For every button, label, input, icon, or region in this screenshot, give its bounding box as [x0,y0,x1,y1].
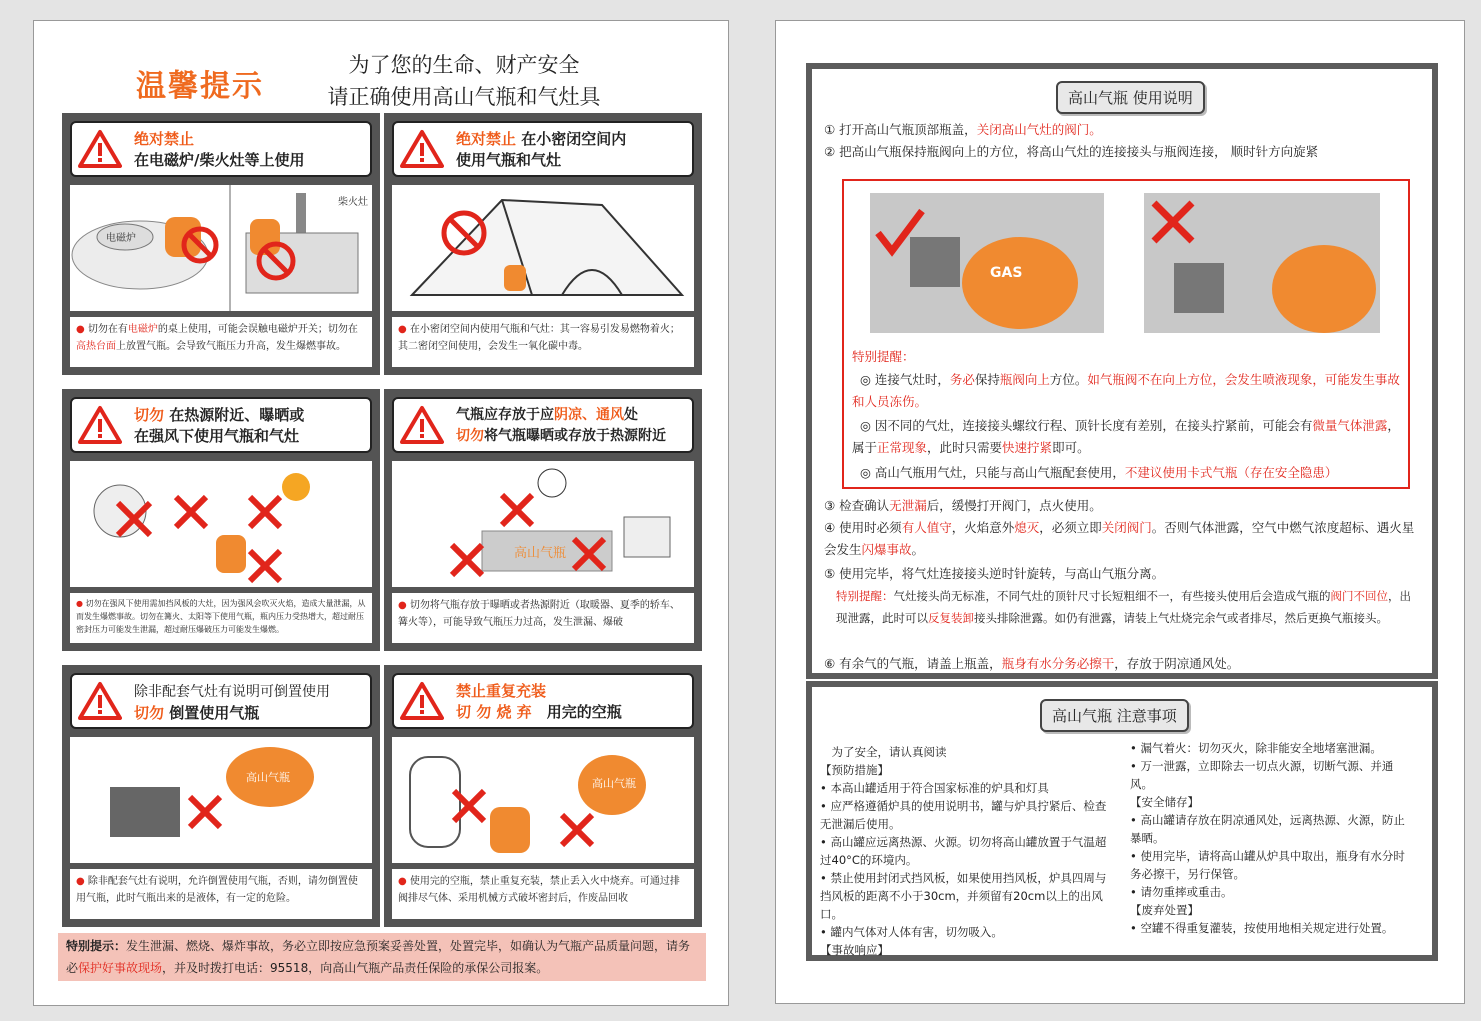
header-text: 在电磁炉/柴火灶等上使用 [134,151,305,169]
precautions-left-column [820,743,1112,959]
precaution-item: • 罐内气体对人体有害，切勿吸入。 [820,925,1003,939]
reminder-1: ◎ 连接气灶时，务必保持瓶阀向上方位。如气瓶阀不在向上方位，会发生喷液现象，可能发生事故和人员冻伤。 [852,372,1400,409]
panel-header: 禁止重复充装 切 勿 烧 弃 用完的空瓶 [392,673,694,729]
warning-triangle-icon [400,405,444,445]
panel-caption: ● 切勿在强风下使用需加挡风板的大灶，因为强风会吹灭火焰，造成大量泄漏，从而发生爆燃事故。切勿在篝火、太阳等下使用气瓶，瓶内压力受热增大，超过耐压密封压力可能发生泄漏，超过耐压爆破压力可能发生爆燃。 [70,593,372,643]
warning-triangle-icon [400,681,444,721]
correct-photo [870,193,1104,333]
bottle-label: 高山气瓶 [592,777,636,790]
warning-triangle-icon [78,129,122,169]
panel-caption: ● 切勿将气瓶存放于曝晒或者热源附近（取暖器、夏季的轿车、篝火等），可能导致气瓶压力过高，发生泄漏、爆破 [392,593,694,643]
precaution-item: • 禁止使用封闭式挡风板，如果使用挡风板，炉具四周与挡风板的距离不小于30cm，并须留有20cm以上的出风口。 [820,871,1107,921]
precaution-item: • 高山罐应远离热源、火源。切勿将高山罐放置于气温超过40°C的环境内。 [820,835,1107,867]
precaution-item: • 请勿重摔或重击。 [1130,885,1233,899]
panel-header: 除非配套气灶有说明可倒置使用 切勿 倒置使用气瓶 [70,673,372,729]
precaution-item: 【废弃处置】 [1130,903,1199,917]
reminder-title: 特别提醒： [852,349,915,364]
usage-title: 高山气瓶 使用说明 [1056,81,1205,114]
precaution-item: • 漏气着火：切勿灭火，除非能安全地堵塞泄漏。 [1130,741,1382,755]
wrong-photo [1144,193,1380,333]
panel-caption: ● 切勿在有电磁炉的桌上使用，可能会误触电磁炉开关；切勿在高热台面上放置气瓶。会导致气瓶压力升高，发生爆燃事故。 [70,317,372,367]
panel-header: 气瓶应存放于应阴凉、通风处 切勿将气瓶曝晒或存放于热源附近 [392,397,694,453]
precaution-item: • 高山罐请存放在阴凉通风处，远离热源、火源，防止暴晒。 [1130,813,1405,845]
precaution-item: 【事故响应】 [820,943,889,957]
warning-panel-3 [62,389,380,651]
precaution-item: • 使用完毕，请将高山罐从炉具中取出，瓶身有水分时务必擦干，另行保管。 [1130,849,1405,881]
panel-caption: ● 除非配套气灶有说明，允许倒置使用气瓶，否则，请勿倒置使用气瓶，此时气瓶出来的是液体，有一定的危险。 [70,869,372,919]
panel-illustration [392,461,694,587]
induction-label: 电磁炉 [106,233,136,244]
bottle-label: 高山气瓶 [246,771,290,784]
precaution-item: • 本高山罐适用于符合国家标准的炉具和灯具 [820,781,1049,795]
precautions [806,681,1438,961]
panel-caption: ● 使用完的空瓶，禁止重复充装，禁止丢入火中烧弃。可通过排阀排尽气体、采用机械方式破坏密封后，作废品回收 [392,869,694,919]
special-notice: 特别提示：发生泄漏、燃烧、爆炸事故，务必立即按应急预案妥善处置，处置完毕，如确认为气瓶产品质量问题，请务必保护好事故现场，并及时拨打电话：95518，向高山气瓶产品责任保险的承保公司报案。 [58,933,706,981]
precautions-right-column [1130,739,1414,937]
reminder-2: ◎ 因不同的气灶，连接接头螺纹行程、顶针长度有差别，在接头拧紧前，可能会有微量气体泄露，属于正常现象，此时只需要快速拧紧即可。 [852,418,1400,455]
warning-panel-2 [384,113,702,375]
poster-title [294,49,634,113]
bottle-label: 高山气瓶 [514,546,567,561]
svg-text:GAS: GAS [990,265,1023,281]
stove-label: 柴火灶 [338,197,368,208]
precaution-item: • 空罐不得重复灌装，按使用地相关规定进行处置。 [1130,921,1394,935]
panel-header: 绝对禁止 在小密闭空间内 使用气瓶和气灶 [392,121,694,177]
panel-illustration [392,185,694,311]
usage-instructions: 高山气瓶 使用说明 ① 打开高山气瓶顶部瓶盖，关闭高山气灶的阀门。 ② 把高山气瓶保持瓶阀向上的方位，将高山气灶的连接接头与瓶阀连接， 顺时针方向旋紧 GAS 特别提醒： ◎ 连接气灶时，务必保持瓶阀向上方位。如气瓶阀不在向上方位，会发生喷液现象，可能发生事故和人员冻伤。 ◎ 因不同的气灶，连接接头螺纹行程、顶针长度有差别，在接头拧紧前，可能会有微量气体泄露，属于正常现象，此时只需要快速拧紧即可。 ◎ 高山气瓶用气灶，只能与高山气瓶配套使用，不建议使用卡式气瓶（存在安全隐患） ③ 检查确认无泄漏后，缓慢打开阀门，点火使用。 ④ 使用时必须有人值守，火焰意外熄灭，必须立即关闭阀门。否则气体泄露，空气中燃气浓度超标、遇火星会发生闪爆事故。 ⑤ 使用完毕，将气灶连接接头逆时针旋转，与高山气瓶分离。 特别提醒：气灶接头尚无标准，不同气灶的顶针尺寸长短粗细不一，有些接头使用后会造成气瓶的阀门不回位，出现泄露，此时可以反复装卸接头排除泄露。如仍有泄露，请装上气灶烧完余气或者排尽，然后更换气瓶接头。 ⑥ 有余气的气瓶，请盖上瓶盖，瓶身有水分务必擦干，存放于阴凉通风处。 [806,63,1438,679]
warning-panel-6 [384,665,702,927]
warning-panel-5 [62,665,380,927]
precaution-item: 【安全储存】 [1130,795,1199,809]
title-line-1: 为了您的生命、财产安全 [348,53,580,77]
header-prohibit: 绝对禁止 [134,130,195,148]
panel-illustration [70,185,372,311]
left-poster [33,20,729,1006]
precaution-item: • 万一泄露，立即除去一切点火源，切断气源、并通风。 [1130,759,1394,791]
panel-header: 切勿 在热源附近、曝晒或 在强风下使用气瓶和气灶 [70,397,372,453]
title-line-2: 请正确使用高山气瓶和气灶具 [327,85,601,109]
warning-triangle-icon [78,681,122,721]
warning-panel-4 [384,389,702,651]
panel-caption: ● 在小密闭空间内使用气瓶和气灶：其一容易引发易燃物着火；其二密闭空间使用，会发生一氧化碳中毒。 [392,317,694,367]
logo-text: 温馨提示 [136,69,264,104]
reminder-3: ◎ 高山气瓶用气灶，只能与高山气瓶配套使用，不建议使用卡式气瓶（存在安全隐患） [859,465,1338,480]
warning-triangle-icon [400,129,444,169]
panel-illustration [392,737,694,863]
panel-illustration [70,461,372,587]
precaution-item: 为了安全，请认真阅读 [820,745,947,759]
precaution-item: • 应严格遵循炉具的使用说明书，罐与炉具拧紧后、检查无泄漏后使用。 [820,799,1107,831]
warning-panel-1 [62,113,380,375]
reminder-box [842,179,1410,489]
panel-illustration [70,737,372,863]
precaution-item: 【预防措施】 [820,763,889,777]
right-manual [775,20,1465,1004]
panel-header [70,121,372,177]
precautions-title: 高山气瓶 注意事项 [1040,699,1189,732]
warning-triangle-icon [78,405,122,445]
